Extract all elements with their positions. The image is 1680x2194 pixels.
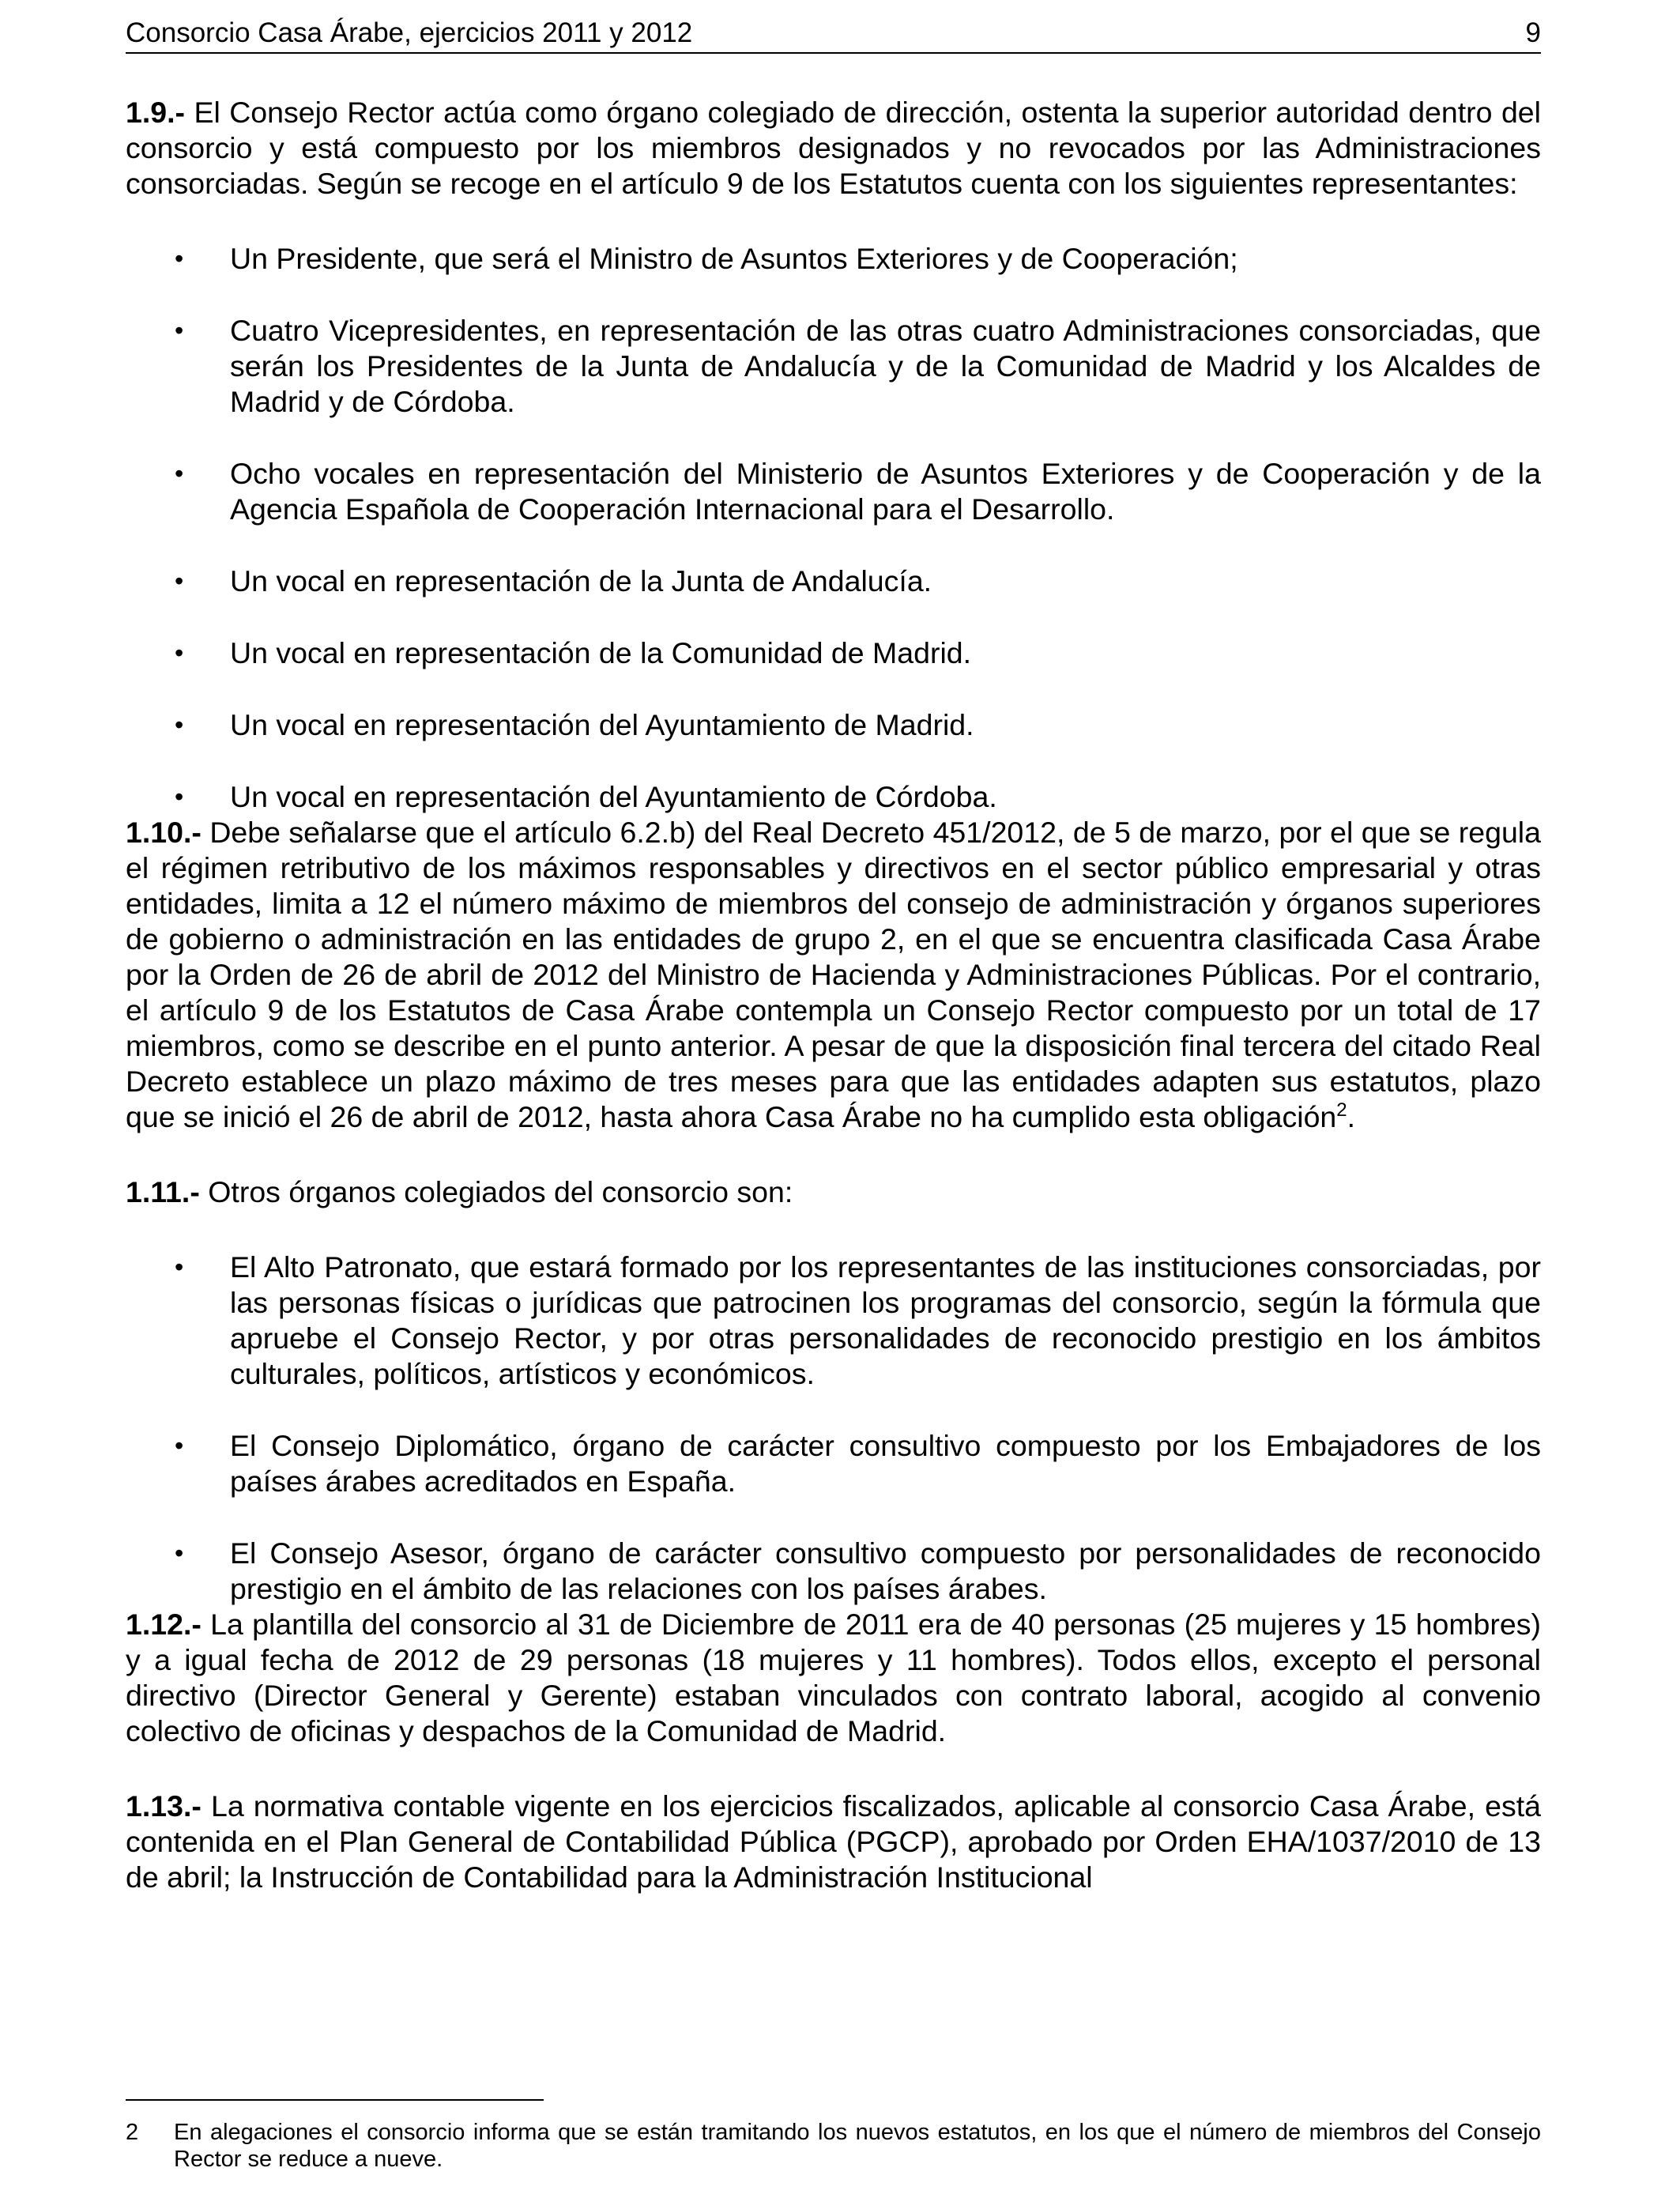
footnote-text: En alegaciones el consorcio informa que se están tramitando los nuevos estatutos, en los que el número de miembros del Consejo Rector se reduce a nueve. <box>174 2120 1541 2172</box>
consejo-rector-list <box>126 241 1541 815</box>
list-item-text: Un Presidente, que será el Ministro de Asuntos Exteriores y de Cooperación; <box>230 242 1238 275</box>
bullet-icon: • <box>175 1431 184 1460</box>
section-number: 1.13.- <box>126 1789 202 1823</box>
bullet-icon: • <box>175 711 184 739</box>
list-item-text: Un vocal en representación del Ayuntamiento de Madrid. <box>230 708 974 741</box>
paragraph-1-12 <box>126 1607 1541 1749</box>
paragraph-text: Debe señalarse que el artículo 6.2.b) del Real Decreto 451/2012, de 5 de marzo, por el que se regula el régimen retributivo de los máximos responsables y directivos en el sector público empresarial y otras entidades, limita a 12 el número máximo de miembros del consejo de administración y órganos superiores de gobierno o administración en las entidades de grupo 2, en el que se encuentra clasificada Casa Árabe por la Orden de 26 de abril de 2012 del Ministro de Hacienda y Administraciones Públicas. Por el contrario, el artículo 9 de los Estatutos de Casa Árabe contempla un Consejo Rector compuesto por un total de 17 miembros, como se describe en el punto anterior. A pesar de que la disposición final tercera del citado Real Decreto establece un plazo máximo de tres meses para que las entidades adapten sus estatutos, plazo que se inició el 26 de abril de 2012, hasta ahora Casa Árabe no ha cumplido esta obligación <box>126 816 1541 1133</box>
document-body <box>126 95 1541 1895</box>
page-header <box>126 11 1541 54</box>
paragraph-1-11 <box>126 1174 1541 1210</box>
list-item <box>126 456 1541 527</box>
footnote-separator <box>126 2099 544 2101</box>
bullet-icon: • <box>175 1253 184 1281</box>
section-number: 1.12.- <box>126 1608 202 1641</box>
list-item <box>126 564 1541 599</box>
bullet-icon: • <box>175 567 184 595</box>
section-number: 1.11.- <box>126 1175 200 1208</box>
paragraph-text: El Consejo Rector actúa como órgano colegiado de dirección, ostenta la superior autoridad dentro del consorcio y está compuesto por los miembros designados y no revocados por las Administraciones consorciadas. Según se recoge en el artículo 9 de los Estatutos cuenta con los siguientes representantes: <box>126 96 1541 200</box>
page-number: 9 <box>1525 17 1541 48</box>
bullet-icon: • <box>175 244 184 273</box>
list-item <box>126 635 1541 671</box>
bullet-icon: • <box>175 316 184 345</box>
paragraph-text: La normativa contable vigente en los ejercicios fiscalizados, aplicable al consorcio Casa Árabe, está contenida en el Plan General de Contabilidad Pública (PGCP), aprobado por Orden EHA/1037/2010 de 13 de abril; la Instrucción de Contabilidad para la Administración Institucional <box>126 1789 1541 1894</box>
header-title: Consorcio Casa Árabe, ejercicios 2011 y 2012 <box>126 17 693 48</box>
list-item <box>126 313 1541 420</box>
list-item <box>126 1250 1541 1392</box>
list-item-text: Cuatro Vicepresidentes, en representación de las otras cuatro Administraciones consorciadas, que serán los Presidentes de la Junta de Andalucía y de la Comunidad de Madrid y los Alcaldes de Madrid y de Córdoba. <box>230 314 1541 418</box>
paragraph-text-end: . <box>1347 1100 1356 1133</box>
organos-colegiados-list <box>126 1250 1541 1607</box>
paragraph-text: La plantilla del consorcio al 31 de Diciembre de 2011 era de 40 personas (25 mujeres y 15 hombres) y a igual fecha de 2012 de 29 personas (18 mujeres y 11 hombres). Todos ellos, excepto el personal directivo (Director General y Gerente) estaban vinculados con contrato laboral, acogido al convenio colectivo de oficinas y despachos de la Comunidad de Madrid. <box>126 1608 1541 1747</box>
bullet-icon: • <box>175 1539 184 1567</box>
bullet-icon: • <box>175 639 184 667</box>
list-item <box>126 779 1541 815</box>
list-item-text: Un vocal en representación de la Comunidad de Madrid. <box>230 636 972 669</box>
list-item-text: El Alto Patronato, que estará formado por los representantes de las instituciones consorciadas, por las personas físicas o jurídicas que patrocinen los programas del consorcio, según la fórmula que apruebe el Consejo Rector, y por otras personalidades de reconocido prestigio en los ámbitos culturales, políticos, artísticos y económicos. <box>230 1250 1541 1390</box>
paragraph-1-10 <box>126 815 1541 1135</box>
section-number: 1.10.- <box>126 816 202 849</box>
list-item <box>126 241 1541 277</box>
bullet-icon: • <box>175 459 184 488</box>
footnote-reference[interactable]: 2 <box>1336 1099 1347 1121</box>
paragraph-1-13 <box>126 1789 1541 1895</box>
list-item-text: Un vocal en representación de la Junta de Andalucía. <box>230 564 932 598</box>
list-item-text: El Consejo Diplomático, órgano de carácter consultivo compuesto por los Embajadores de los países árabes acreditados en España. <box>230 1429 1541 1498</box>
list-item-text: Un vocal en representación del Ayuntamiento de Córdoba. <box>230 780 997 813</box>
footnote-number: 2 <box>126 2120 139 2145</box>
list-item-text: El Consejo Asesor, órgano de carácter consultivo compuesto por personalidades de reconocido prestigio en el ámbito de las relaciones con los países árabes. <box>230 1536 1541 1605</box>
section-number: 1.9.- <box>126 96 186 129</box>
footnote <box>126 2119 1541 2173</box>
list-item <box>126 1428 1541 1499</box>
bullet-icon: • <box>175 782 184 811</box>
paragraph-text: Otros órganos colegiados del consorcio son: <box>199 1175 793 1208</box>
list-item <box>126 707 1541 743</box>
list-item <box>126 1536 1541 1607</box>
paragraph-1-9 <box>126 95 1541 202</box>
list-item-text: Ocho vocales en representación del Ministerio de Asuntos Exteriores y de Cooperación y de la Agencia Española de Cooperación Internacional para el Desarrollo. <box>230 457 1541 526</box>
